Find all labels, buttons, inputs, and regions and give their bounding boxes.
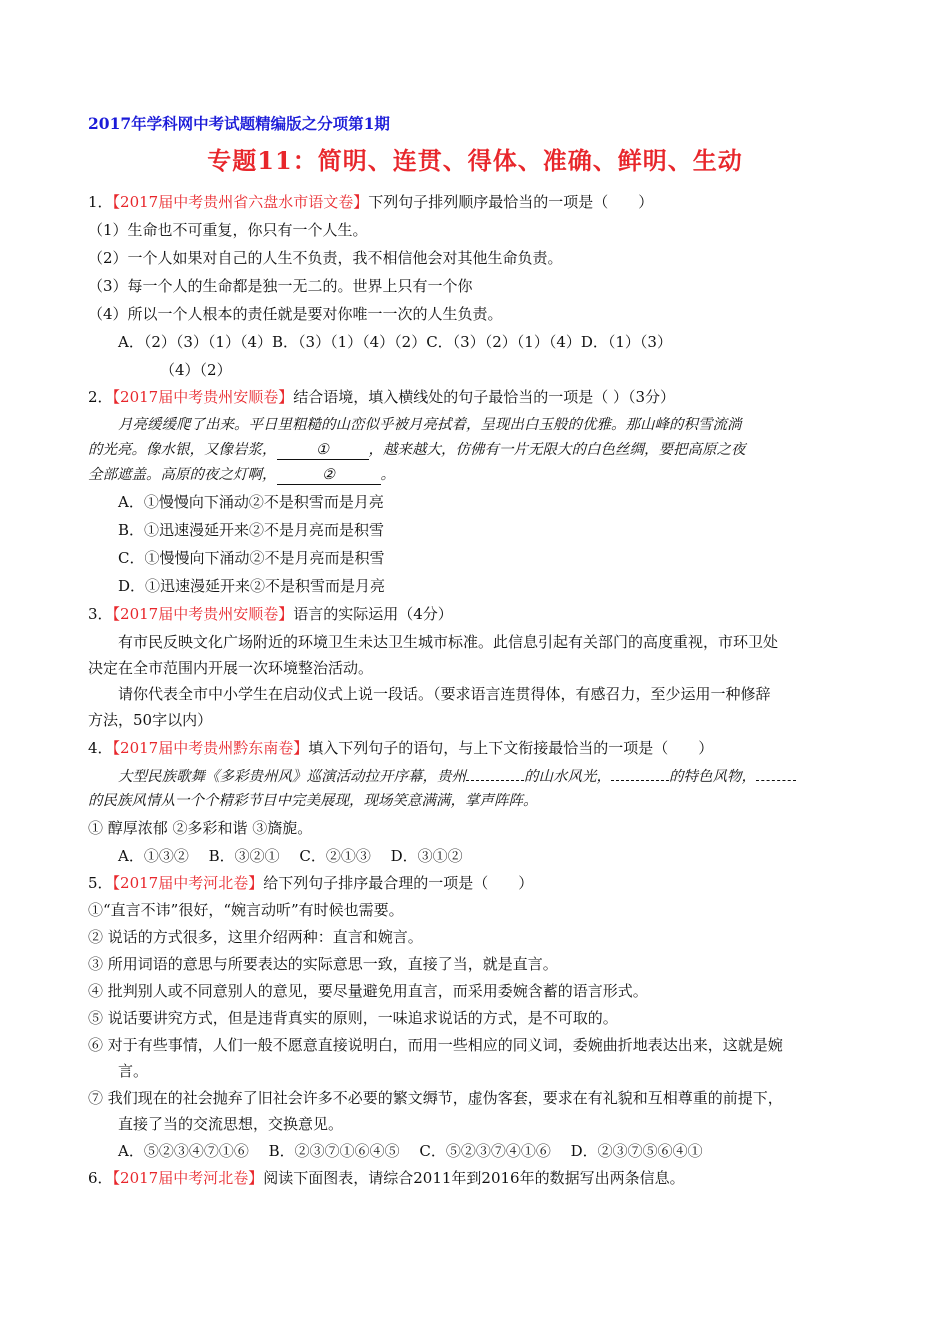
answer-options: A．（2）（3）（1）（4）B．（3）（1）（4）（2）C．（3）（2）（1）（4）D．（1）（3） [118, 333, 672, 351]
sentence: ①“直言不讳”很好，“婉言动听”有时候也需要。 [88, 901, 404, 919]
passage-line: 全部遮盖。高原的夜之灯啊， ② 。 [88, 467, 395, 483]
question-5 [88, 873, 533, 893]
question-source: 【2017届中考贵州安顺卷】 [112, 605, 294, 623]
sentence: ③ 所用词语的意思与所要表达的实际意思一致，直接了当，就是直言。 [88, 955, 558, 973]
question-source: 【2017届中考贵州省六盘水市语文卷】 [112, 193, 369, 211]
fill-blank [466, 766, 524, 781]
page-title: 专题11：简明、连贯、得体、准确、鲜明、生动 [207, 146, 743, 175]
sentence: ⑤ 说话要讲究方式，但是违背真实的原则，一味追求说话的方式，是不可取的。 [88, 1009, 618, 1027]
sentence: ⑦ 我们现在的社会抛弃了旧社会许多不必要的繁文缛节，虚伪客套，要求在有礼貌和互相尊重的前提下， [88, 1089, 783, 1107]
question-number: 6． [88, 1169, 113, 1187]
sentence: （4）所以一个人根本的责任就是要对你唯一一次的人生负责。 [88, 305, 503, 323]
passage-line: 月亮缓缓爬了出来。平日里粗糙的山峦似乎被月亮拭着，呈现出白玉般的优雅。那山峰的积雪流淌 [118, 417, 742, 433]
fill-blank-1: ① [277, 441, 369, 460]
question-number: 3． [88, 605, 113, 623]
passage-line: 的光亮。像水银，又像岩浆， ① ，越来越大，仿佛有一片无限大的白色丝绸，要把高原之夜 [88, 442, 746, 458]
sentence: （3）每一个人的生命都是独一无二的。世界上只有一个你 [88, 277, 473, 295]
question-stem: 给下列句子排序最合理的一项是（ ） [263, 874, 534, 892]
passage-line: 有市民反映文化广场附近的环境卫生未达卫生城市标准。此信息引起有关部门的高度重视，市环卫处 [118, 633, 779, 651]
sentence: ⑥ 对于有些事情，人们一般不愿意直接说明白，而用一些相应的同义词，委婉曲折地表达出来，这就是婉 [88, 1036, 783, 1054]
question-number: 1． [88, 193, 113, 211]
passage-line: 决定在全市范围内开展一次环境整治活动。 [88, 659, 374, 677]
sentence: ② 说话的方式很多，这里介绍两种：直言和婉言。 [88, 928, 423, 946]
question-stem: 结合语境，填入横线处的句子最恰当的一项是（ ）（3分） [293, 388, 676, 406]
question-stem: 语言的实际运用（4分） [293, 605, 453, 623]
question-number: 5． [88, 874, 113, 892]
option-c: C．①慢慢向下涌动②不是月亮而是积雪 [118, 549, 385, 567]
option-b: B．①迅速漫延开来②不是月亮而是积雪 [118, 521, 385, 539]
question-source: 【2017届中考河北卷】 [112, 874, 264, 892]
question-source: 【2017届中考贵州黔东南卷】 [112, 739, 309, 757]
question-stem: 阅读下面图表，请综合2011年到2016年的数据写出两条信息。 [263, 1169, 685, 1187]
sentence: （1）生命也不可重复，你只有一个人生。 [88, 221, 368, 239]
series-header: 2017年学科网中考试题精编版之分项第1期 [88, 114, 390, 133]
answer-options: A．①③② B．③②① C．②①③ D．③①② [118, 847, 463, 865]
answer-options-continued: （4）（2） [160, 361, 232, 379]
question-source: 【2017届中考河北卷】 [112, 1169, 264, 1187]
fill-blank [611, 766, 669, 781]
answer-options: A．⑤②③④⑦①⑥ B．②③⑦①⑥④⑤ C．⑤②③⑦④①⑥ D．②③⑦⑤⑥④① [118, 1142, 703, 1160]
passage-line: 请你代表全市中小学生在启动仪式上说一段话。（要求语言连贯得体，有感召力，至少运用一种修辞 [118, 685, 771, 703]
option-a: A．①慢慢向下涌动②不是积雪而是月亮 [118, 493, 384, 511]
question-2 [88, 387, 675, 407]
question-source: 【2017届中考贵州安顺卷】 [112, 388, 294, 406]
question-stem: 填入下列句子的语句，与上下文衔接最恰当的一项是（ ） [308, 739, 714, 757]
sentence: （2）一个人如果对自己的人生不负责，我不相信他会对其他生命负责。 [88, 249, 563, 267]
fill-blank [756, 766, 796, 781]
question-number: 2． [88, 388, 113, 406]
passage-line: 的民族风情从一个个精彩节目中完美展现，现场笑意满满，掌声阵阵。 [88, 793, 538, 809]
question-1 [88, 192, 653, 212]
word-choices: ① 醇厚浓郁 ②多彩和谐 ③旖旎。 [88, 819, 313, 837]
fill-blank-2: ② [277, 466, 381, 485]
passage-line: 方法，50字以内） [88, 711, 213, 729]
sentence-continued: 直接了当的交流思想，交换意见。 [118, 1115, 344, 1133]
question-number: 4． [88, 739, 113, 757]
sentence-continued: 言。 [118, 1062, 149, 1080]
question-6 [88, 1168, 685, 1188]
sentence: ④ 批判别人或不同意别人的意见，要尽量避免用直言，而采用委婉含蓄的语言形式。 [88, 982, 648, 1000]
question-3 [88, 604, 453, 624]
question-4 [88, 738, 713, 758]
question-stem: 下列句子排列顺序最恰当的一项是（ ） [368, 193, 654, 211]
passage-line: 大型民族歌舞《多彩贵州风》巡演活动拉开序幕，贵州 的山水风光， 的特色风物， [118, 766, 796, 787]
option-d: D．①迅速漫延开来②不是积雪而是月亮 [118, 577, 386, 595]
